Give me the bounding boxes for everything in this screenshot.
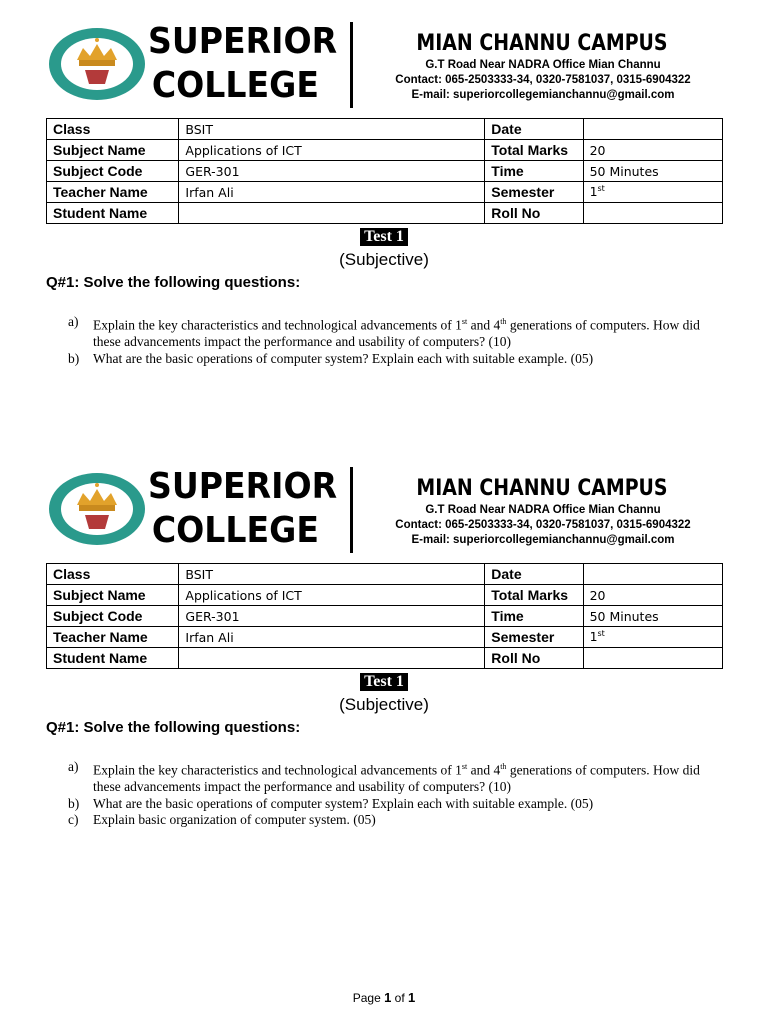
table-row [47, 140, 723, 161]
student-label: Student Name [47, 203, 179, 224]
of-word: of [394, 991, 405, 1005]
question-item [68, 314, 718, 351]
date-label: Date [485, 564, 583, 585]
question-text: Explain the key characteristics and technological advancements of 1 [93, 317, 462, 333]
table-row [47, 161, 723, 182]
semester-value [583, 627, 722, 648]
code-value: GER-301 [179, 606, 485, 627]
student-label: Student Name [47, 648, 179, 669]
campus-name: MIAN CHANNU CAMPUS [416, 476, 668, 501]
ordinal-suffix: st [461, 317, 468, 326]
time-value: 50 Minutes [583, 161, 722, 182]
teacher-label: Teacher Name [47, 627, 179, 648]
exam-info-table [46, 563, 723, 669]
ordinal-suffix: st [461, 762, 468, 771]
page-word: Page [352, 991, 381, 1005]
question-text: generations of computers. How did these advancements impact the performance and usability of computers? (10) [93, 317, 700, 349]
table-row [47, 203, 723, 224]
class-value: BSIT [179, 564, 485, 585]
question-item [68, 812, 718, 829]
college-name-line2: COLLEGE [151, 65, 319, 106]
page-number: 1 [384, 990, 392, 1005]
ordinal-suffix: th [500, 762, 507, 771]
code-value: GER-301 [179, 161, 485, 182]
semester-label: Semester [485, 182, 583, 203]
college-name-line2: COLLEGE [151, 510, 319, 551]
teacher-label: Teacher Name [47, 182, 179, 203]
table-row [47, 564, 723, 585]
campus-address: G.T Road Near NADRA Office Mian Channu [425, 504, 661, 516]
semester-suffix: st [597, 184, 605, 194]
college-name [148, 20, 338, 108]
test-title: Test 1 [360, 228, 408, 246]
semester-value [583, 182, 722, 203]
campus-contact: Contact: 065-2503333-34, 0320-7581037, 0315-6904322 [395, 519, 691, 531]
semester-suffix: st [597, 629, 605, 639]
campus-address: G.T Road Near NADRA Office Mian Channu [425, 59, 661, 71]
question-list [68, 314, 718, 367]
time-label: Time [485, 606, 583, 627]
subject-label: Subject Name [47, 585, 179, 606]
question-item [68, 351, 718, 368]
page-footer [0, 990, 768, 1005]
college-name-line1: SUPERIOR [148, 466, 338, 507]
class-label: Class [47, 119, 179, 140]
header-divider [350, 467, 353, 553]
table-row [47, 585, 723, 606]
question-text: and 4 [467, 317, 501, 333]
table-row [47, 648, 723, 669]
code-label: Subject Code [47, 161, 179, 182]
student-value [179, 203, 485, 224]
question-item [68, 796, 718, 813]
exam-info-table [46, 118, 723, 224]
marks-label: Total Marks [485, 140, 583, 161]
header-divider [350, 22, 353, 108]
campus-name: MIAN CHANNU CAMPUS [416, 31, 668, 56]
class-label: Class [47, 564, 179, 585]
student-value [179, 648, 485, 669]
question-heading: Q#1: Solve the following questions: [46, 719, 301, 736]
table-row [47, 119, 723, 140]
class-value: BSIT [179, 119, 485, 140]
subject-value: Applications of ICT [179, 585, 485, 606]
semester-label: Semester [485, 627, 583, 648]
roll-label: Roll No [485, 203, 583, 224]
question-marker: b) [68, 350, 80, 366]
college-logo [47, 471, 147, 547]
campus-email: E-mail: superiorcollegemianchannu@gmail.com [411, 534, 675, 546]
college-name [148, 465, 338, 553]
question-text: Explain basic organization of computer system. (05) [93, 812, 376, 827]
question-item [68, 759, 718, 796]
test-type: (Subjective) [339, 695, 429, 714]
marks-value: 20 [583, 140, 722, 161]
question-text: What are the basic operations of computer system? Explain each with suitable example. (05) [93, 795, 594, 811]
code-label: Subject Code [47, 606, 179, 627]
college-logo [47, 26, 147, 102]
question-marker: a) [68, 314, 79, 329]
time-value: 50 Minutes [583, 606, 722, 627]
college-name-line1: SUPERIOR [148, 21, 338, 62]
question-heading: Q#1: Solve the following questions: [46, 274, 301, 291]
question-text: Explain the key characteristics and technological advancements of 1 [93, 762, 462, 778]
subject-value: Applications of ICT [179, 140, 485, 161]
ordinal-suffix: th [500, 317, 507, 326]
test-type: (Subjective) [339, 250, 429, 269]
roll-value [583, 203, 722, 224]
campus-contact: Contact: 065-2503333-34, 0320-7581037, 0315-6904322 [395, 74, 691, 86]
test-title: Test 1 [360, 673, 408, 691]
teacher-value: Irfan Ali [179, 627, 485, 648]
date-label: Date [485, 119, 583, 140]
question-list [68, 759, 718, 829]
semester-number: 1 [589, 184, 598, 200]
page-total: 1 [408, 990, 416, 1005]
marks-value: 20 [583, 585, 722, 606]
roll-value [583, 648, 722, 669]
question-text: generations of computers. How did these advancements impact the performance and usability of computers? (10) [93, 762, 700, 794]
semester-number: 1 [589, 629, 598, 645]
time-label: Time [485, 161, 583, 182]
marks-label: Total Marks [485, 585, 583, 606]
question-text: and 4 [467, 762, 501, 778]
table-row [47, 627, 723, 648]
question-marker: c) [68, 812, 79, 827]
roll-label: Roll No [485, 648, 583, 669]
date-value [583, 119, 722, 140]
question-marker: b) [68, 795, 80, 811]
teacher-value: Irfan Ali [179, 182, 485, 203]
date-value [583, 564, 722, 585]
table-row [47, 182, 723, 203]
campus-email: E-mail: superiorcollegemianchannu@gmail.com [411, 89, 675, 101]
question-text: What are the basic operations of computer system? Explain each with suitable example. (05) [93, 350, 594, 366]
subject-label: Subject Name [47, 140, 179, 161]
question-marker: a) [68, 759, 79, 774]
table-row [47, 606, 723, 627]
